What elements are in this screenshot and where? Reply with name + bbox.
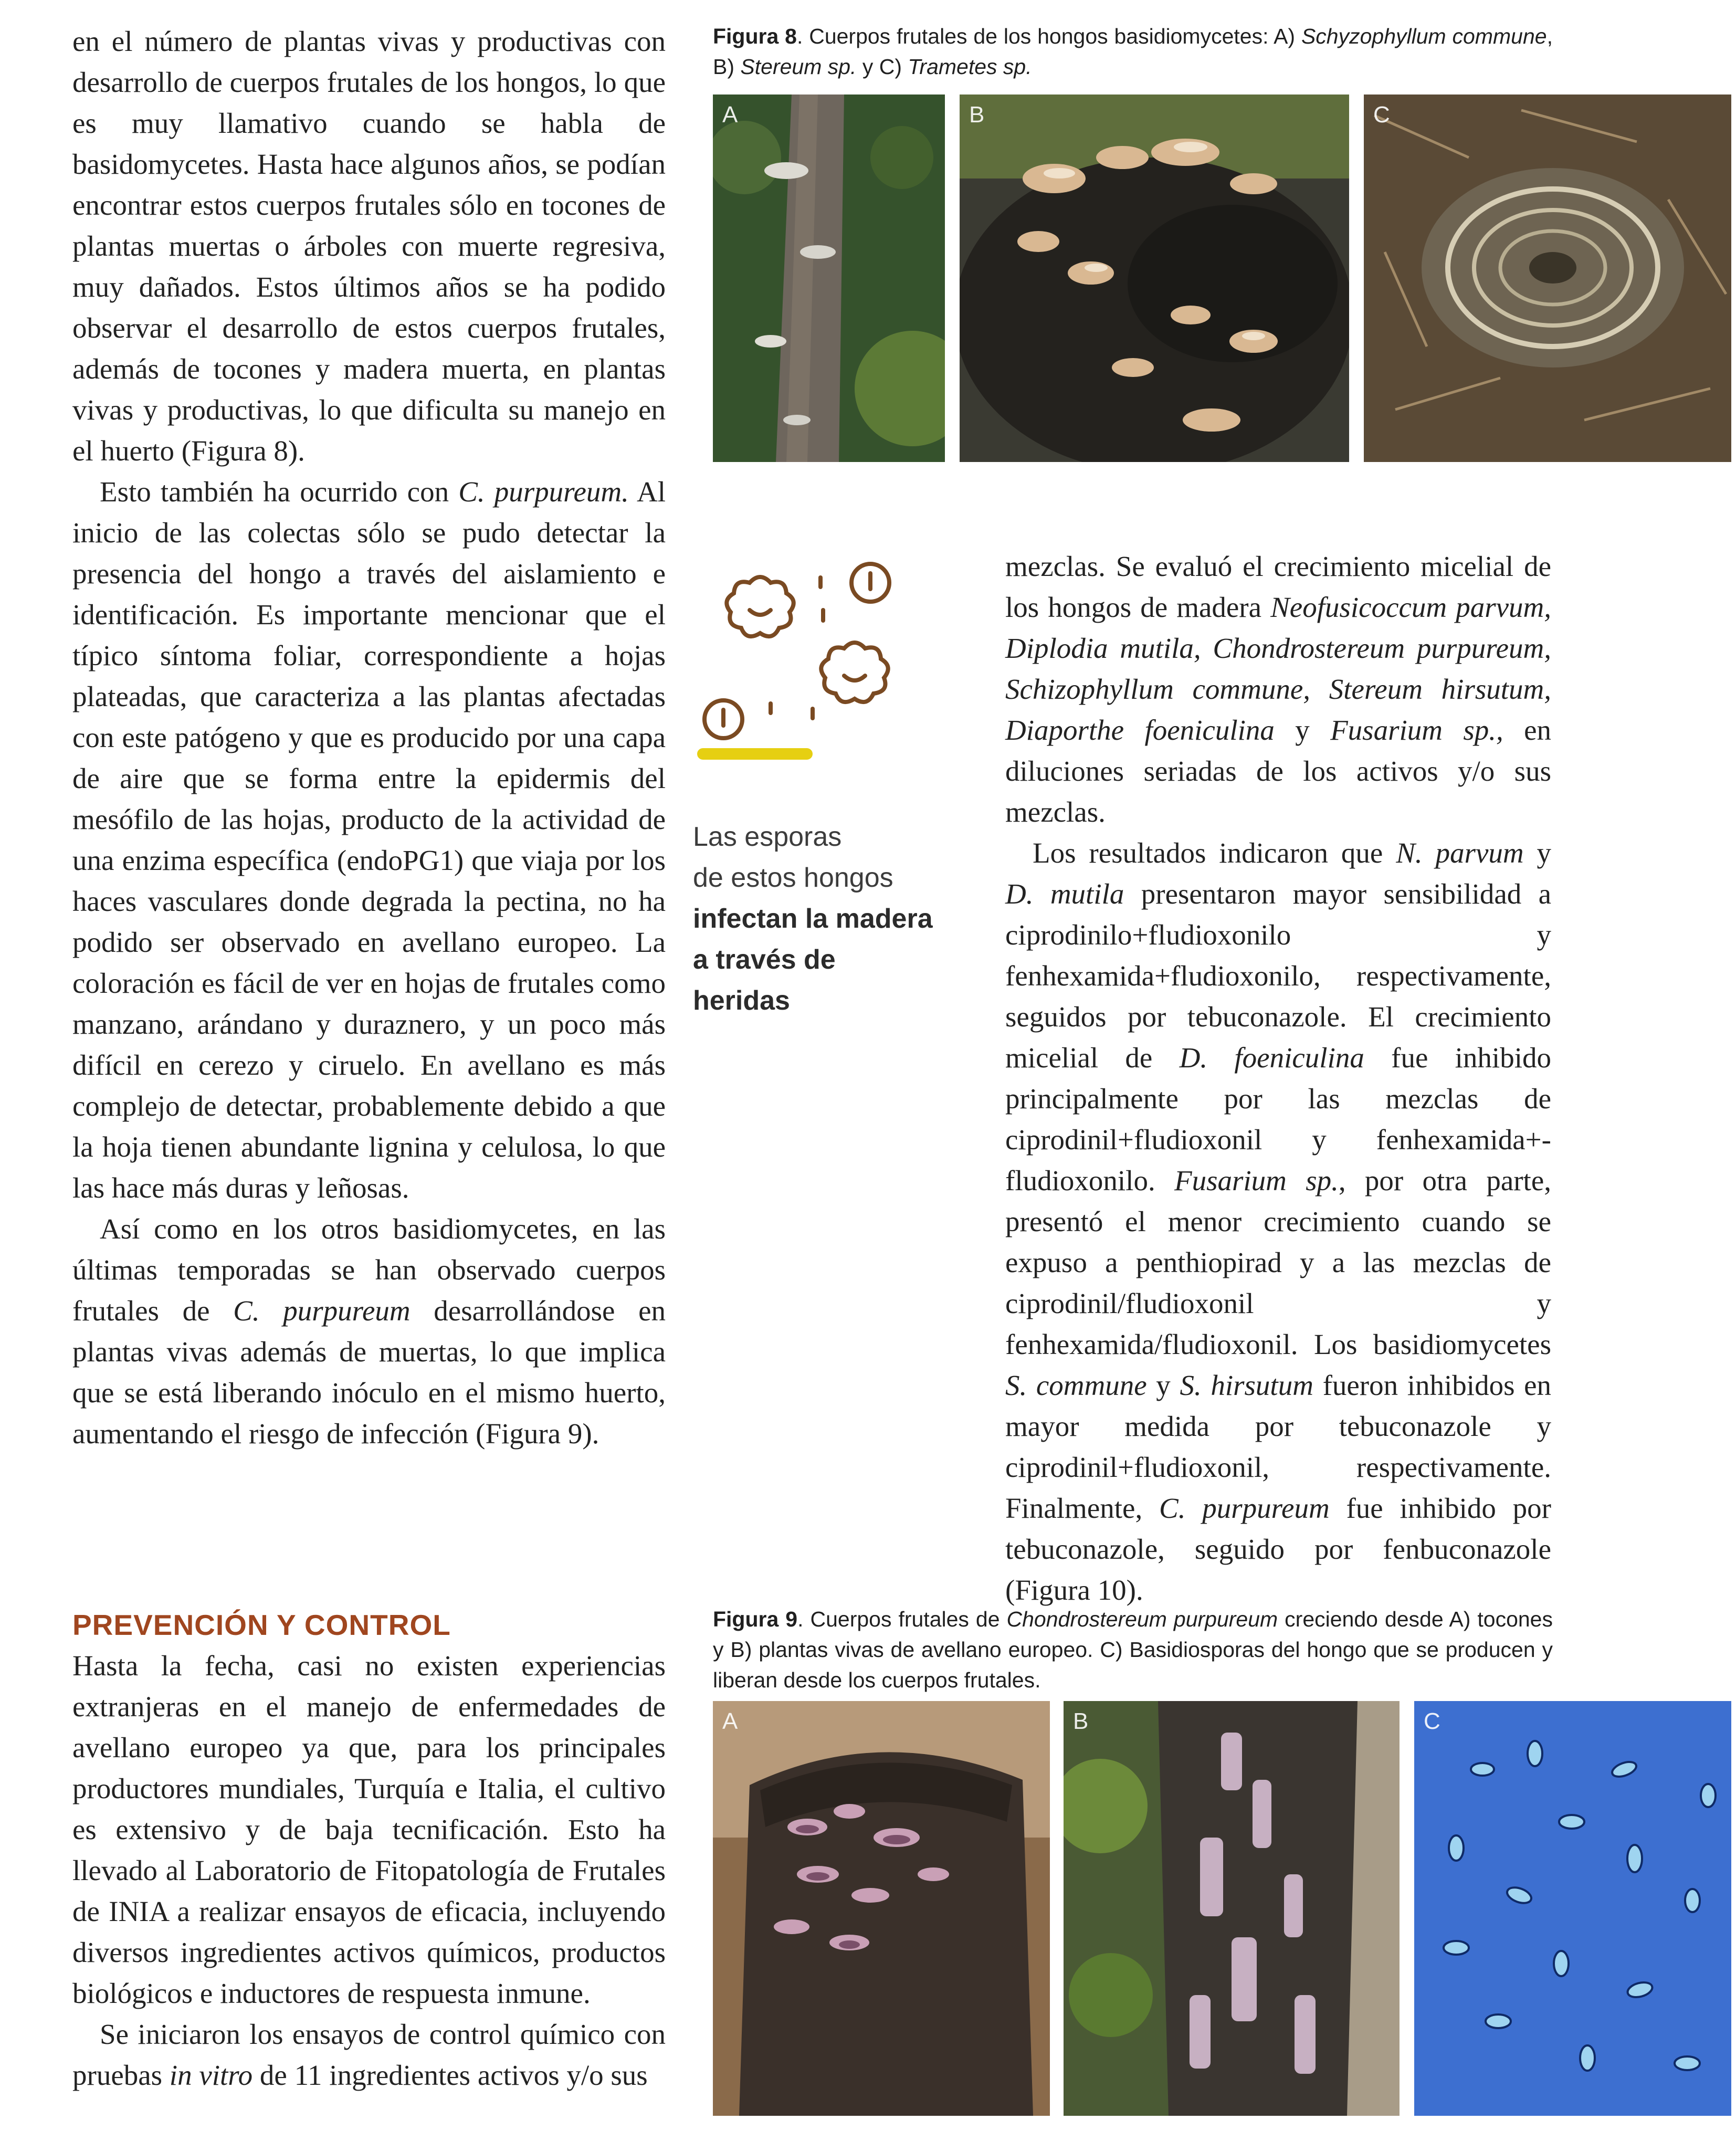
paragraph: Hasta la fecha, casi no existen experiencias extranjeras en el manejo de enfermedades de avellano europeo ya que, para los principales productores mundiales, Turquía e Italia, el cultivo es extensivo y de baja tecnificación. Esto ha llevado al Laboratorio de Fitopatología de Frutales de INIA a realizar ensayos de eficacia, incluyendo diversos ingredientes activos químicos, productos biológicos e inductores de respuesta inmune.: [72, 1650, 666, 2009]
figure-8: [713, 95, 1731, 462]
paragraph: mezclas. Se evaluó el crecimiento micelial de los hongos de madera Neofusicoccum parvum, Diplodia mutila, Chondrostereum purpureum, Schizophyllum commune, Stereum hirsutum, Diaporthe foeniculina y Fusarium sp., en diluciones seriadas de los activos y/o sus mezclas.: [1005, 550, 1551, 828]
photo-basidiospores: [1414, 1701, 1731, 2116]
section-heading: PREVENCIÓN Y CONTROL: [72, 1609, 451, 1641]
paragraph: en el número de plantas vivas y productivas con desarrollo de cuerpos frutales de los hongos, lo que es muy llamativo cuando se habla de basidomycetes. Hasta hace algunos años, se podían encontrar estos cuerpos frutales sólo en tocones de plantas muertas o árboles con muerte regresiva, muy dañados. Estos últimos años se ha podido observar el desarrollo de estos cuerpos frutales, además de tocones y madera muerta, en plantas vivas y productivas, lo que dificulta su manejo en el huerto (Figura 8).: [72, 25, 666, 467]
panel-label: B: [969, 102, 985, 128]
paragraph: Así como en los otros basidiomycetes, en las últimas temporadas se han observado cuerpos frutales de C. purpureum desarrollándose en plantas vivas además de muertas, lo que implica que se está liberando inóculo en el mismo huerto, aumentando el riesgo de infección (Figura 9).: [72, 1213, 666, 1450]
figure-9-caption: Figura 9. Cuerpos frutales de Chondrostereum purpureum creciendo desde A) tocones y B) plantas vivas de avellano europeo. C) Basidiosporas del hongo que se producen y liberan desde los cuerpos frutales.: [713, 1607, 1553, 1692]
figure-8-caption: Figura 8. Cuerpos frutales de los hongos basidiomycetes: A) Schyzophyllum commune, B) Stereum sp. y C) Trametes sp.: [713, 24, 1553, 79]
photo-stereum: [960, 95, 1349, 462]
paragraph: Se iniciaron los ensayos de control químico con pruebas in vitro de 11 ingredientes activos y/o sus: [72, 2018, 666, 2091]
panel-label: A: [722, 1708, 738, 1734]
photo-schizophyllum: [713, 95, 945, 462]
photo-stump: [713, 1701, 1050, 2116]
paragraph: Los resultados indicaron que N. parvum y D. mutila presentaron mayor sensibilidad a ciprodinilo+fludioxonilo y fenhexamida+fludioxonilo, respectivamente, seguidos por tebuconazole. El crecimiento micelial de D. foeniculina fue inhibido principalmente por las mezclas de ciprodinil+fludioxonil y fenhexamida+-fludioxonilo. Fusarium sp., por otra parte, presentó el menor crecimiento cuando se expuso a penthiopirad y a las mezclas de ciprodinil/fludioxonil y fenhexamida/fludioxonil. Los basidiomycetes S. commune y S. hirsutum fueron inhibidos en mayor medida por tebuconazole y ciprodinil+fludioxonil, respectivamente. Finalmente, C. purpureum fue inhibido por tebuconazole, seguido por fenbuconazole (Figura 10).: [1005, 837, 1552, 1606]
pull-quote: Las esporas de estos hongos infectan la madera a través de heridas: [693, 822, 933, 1016]
figure-9: [713, 1701, 1731, 2116]
panel-label: B: [1073, 1708, 1089, 1734]
prevention-section: [72, 1607, 666, 2096]
panel-label: C: [1424, 1708, 1440, 1734]
spores-icon: [692, 551, 902, 772]
left-column: [72, 21, 666, 1454]
paragraph: Esto también ha ocurrido con C. purpureum. Al inicio de las colectas sólo se pudo detectar la presencia del hongo a través del aislamiento e identificación. Es importante mencionar que el típico síntoma foliar, correspondiente a hojas plateadas, que caracteriza a las plantas afectadas con este patógeno y que es producido por una capa de aire que se forma entre la epidermis del mesófilo de las hojas, producto de la actividad de una enzima específica (endoPG1) que viaja por los haces vasculares donde degrada la pectina, no ha podido ser observado en avellano europeo. La coloración es fácil de ver en hojas de frutales como manzano, arándano y duraznero, y un poco más difícil en cerezo y ciruelo. En avellano es más complejo de detectar, probablemente debido a que la hoja tienen abundante lignina y celulosa, lo que las hace más duras y leñosas.: [72, 476, 666, 1204]
right-column: [1005, 546, 1551, 1611]
panel-label: C: [1373, 102, 1390, 128]
photo-trametes: [1364, 95, 1731, 462]
photo-living-tree: [1064, 1701, 1400, 2116]
panel-label: A: [722, 102, 738, 128]
